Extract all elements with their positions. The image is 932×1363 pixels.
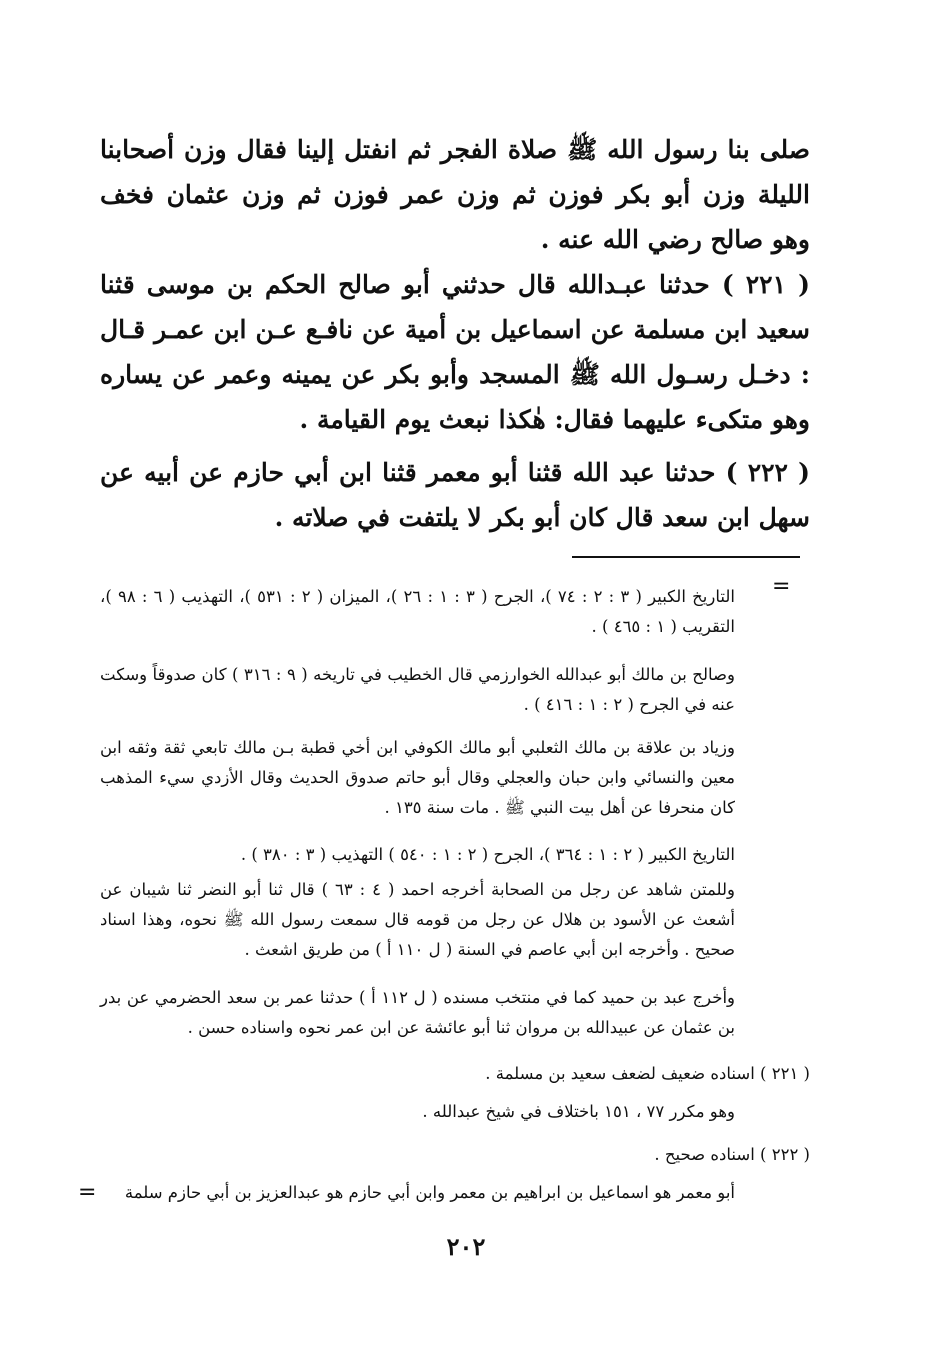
footnote-text: التاريخ الكبير ( ٣ : ٢ : ٧٤ )، الجرح ( ٣ : ١ : ٢٦ )، الميزان ( ٢ : ٥٣١ )، التهذيب ( ٦ : ٩٨ )، التقريب ( ١ : ٤٦٥ ) . bbox=[100, 587, 735, 636]
footnote-text: أبو معمر هو اسماعيل بن ابراهيم بن معمر وابن أبي حازم هو عبدالعزيز بن أبي حازم سلمة bbox=[124, 1183, 735, 1202]
footnote-7 bbox=[100, 1059, 810, 1089]
footnote-4 bbox=[100, 840, 735, 870]
footnote-text: وأخرج عبد بن حميد كما في منتخب مسنده ( ل ١١٢ أ ) حدثنا عمر بن سعد الحضرمي عن بدر بن عثمان عن عبيدالله بن مروان ثنا أبو عائشة عن ابن عمر نحوه واسناده حسن . bbox=[100, 988, 735, 1037]
footnote-8 bbox=[100, 1097, 735, 1127]
footnote-continuation-mark-top: = bbox=[772, 574, 791, 599]
footnote-6 bbox=[100, 983, 735, 1043]
hadith-text: صلى بنا رسول الله ﷺ صلاة الفجر ثم انفتل إلينا فقال وزن أصحابنا الليلة وزن أبو بكر فوزن ثم وزن عمر فوزن ثم وزن عثمان فخف وهو صالح رضي الله عنه . bbox=[100, 135, 810, 254]
footnote-10 bbox=[100, 1178, 735, 1208]
footnote-text: وللمتن شاهد عن رجل من الصحابة أخرجه احمد ( ٤ : ٦٣ ) قال ثنا أبو النضر ثنا شيبان عن أشعث عن الأسود بن هلال عن رجل من قومه قال سمعت رسول الله ﷺ نحوه، وهذا اسناد صحيح . وأخرجه ابن أبي عاصم في السنة ( ل ١١٠ أ ) من طريق اشعث . bbox=[100, 880, 735, 959]
footnote-5 bbox=[100, 875, 735, 965]
main-text-paragraph-3 bbox=[100, 450, 810, 540]
footnote-9 bbox=[100, 1140, 810, 1170]
footnote-text: التاريخ الكبير ( ٢ : ١ : ٣٦٤ )، الجرح ( ٢ : ١ : ٥٤٠ ) التهذيب ( ٣ : ٣٨٠ ) . bbox=[240, 845, 735, 864]
footnote-separator-line bbox=[572, 556, 800, 558]
footnote-text: وزياد بن علاقة بن مالك الثعلبي أبو مالك الكوفي ابن أخي قطبة بـن مالك تابعي ثقة وثقه ابن معين والنسائي وابن حبان والعجلي وقال أبو حاتم صدوق الحديث وقال الأزدي سيء المذهب كان منحرفا عن أهل بيت النبي ﷺ . مات سنة ١٣٥ . bbox=[100, 738, 735, 817]
page-number: ٢٠٢ bbox=[446, 1232, 486, 1261]
footnote-text: ( ٢٢١ ) اسناده ضعيف لضعف سعيد بن مسلمة . bbox=[485, 1064, 810, 1083]
footnote-text: وهو مكرر ٧٧ ، ١٥١ باختلاف في شيخ عبدالله . bbox=[422, 1102, 735, 1121]
main-text-paragraph-2 bbox=[100, 262, 810, 442]
main-text-paragraph-1 bbox=[100, 127, 810, 262]
hadith-221-text: ( ٢٢١ ) حدثنا عبـدالله قال حدثني أبو صالح الحكم بن موسى قثنا سعيد ابن مسلمة عن اسماعيل بن أمية عن نافـع عـن ابن عمـر قـال : دخـل رسـول الله ﷺ المسجد وأبو بكر عن يمينه وعمر عن يساره وهو متكىء عليهما فقال: هٰكذا نبعث يوم القيامة . bbox=[100, 270, 810, 434]
footnote-2 bbox=[100, 660, 735, 720]
footnote-3 bbox=[100, 733, 735, 823]
footnote-text: وصالح بن مالك أبو عبدالله الخوارزمي قال الخطيب في تاريخه ( ٩ : ٣١٦ ) كان صدوقاً وسكت عنه في الجرح ( ٢ : ١ : ٤١٦ ) . bbox=[100, 665, 735, 714]
hadith-222-text: ( ٢٢٢ ) حدثنا عبد الله قثنا أبو معمر قثنا ابن أبي حازم عن أبيه عن سهل ابن سعد قال كان أبو بكر لا يلتفت في صلاته . bbox=[100, 458, 810, 532]
footnote-text: ( ٢٢٢ ) اسناده صحيح . bbox=[654, 1145, 810, 1164]
footnote-continuation-mark-bottom: = bbox=[78, 1180, 97, 1205]
footnote-1 bbox=[100, 582, 735, 642]
